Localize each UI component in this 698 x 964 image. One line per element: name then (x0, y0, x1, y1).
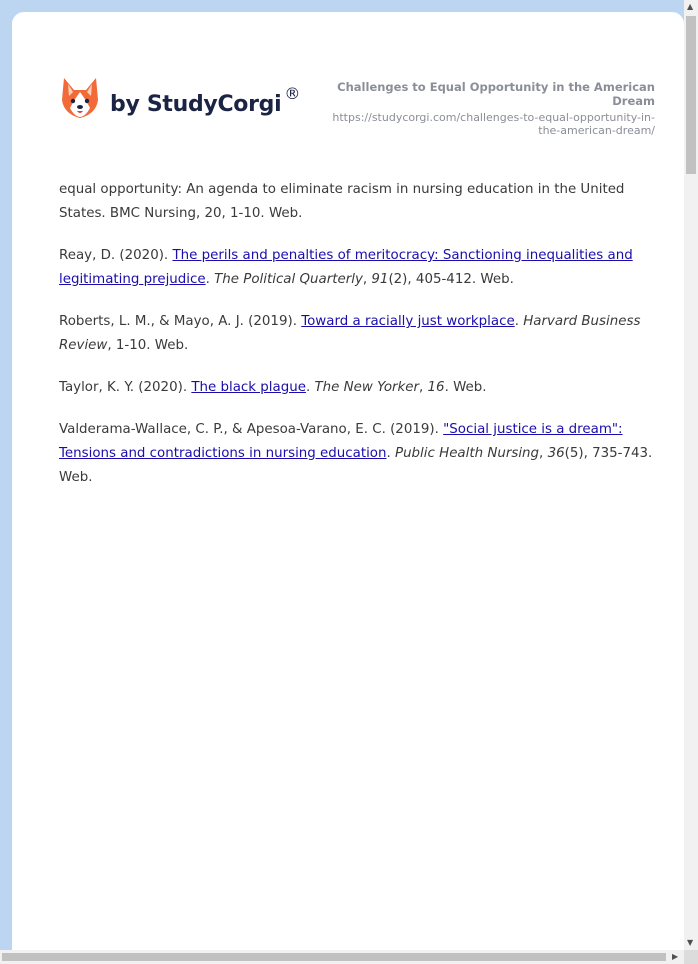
reference-link[interactable]: The black plague (191, 380, 306, 395)
document-title: Challenges to Equal Opportunity in the American Dream (337, 80, 655, 108)
reference-item: Taylor, K. Y. (2020). The black plague. The New Yorker, 16. Web. (59, 380, 487, 395)
reference-link[interactable]: Toward a racially just workplace (301, 314, 515, 329)
document-page (12, 12, 684, 952)
document-url: https://studycorgi.com/challenges-to-equal-opportunity-in-the-american-dream/ (332, 111, 655, 137)
document-meta (315, 80, 655, 137)
horizontal-scroll-thumb[interactable] (2, 953, 666, 961)
vertical-scrollbar[interactable] (684, 0, 698, 950)
reference-item: Reay, D. (2020). The perils and penalties of meritocracy: Sanctioning inequalities and legitimating prejudice. The Political Quarterly, 91(2), 405-412. Web. (59, 248, 633, 287)
horizontal-scrollbar[interactable] (0, 950, 684, 964)
volume-number: 91 (371, 272, 389, 287)
reference-item: Valderama-Wallace, C. P., & Apesoa-Varano, E. C. (2019). "Social justice is a dream": Tensions and contradictions in nursing education. Public Health Nursing, 36(5), 735-743. Web. (59, 422, 653, 485)
reference-list (59, 178, 655, 508)
volume-number: 36 (547, 446, 565, 461)
reference-item: equal opportunity: An agenda to eliminate racism in nursing education in the United States. BMC Nursing, 20, 1-10. Web. (59, 182, 625, 221)
corgi-logo-icon (60, 76, 100, 120)
journal-name: The New Yorker (314, 380, 420, 395)
journal-name: Public Health Nursing (395, 446, 540, 461)
volume-number: 16 (427, 380, 445, 395)
studycorgi-logo[interactable] (60, 76, 300, 120)
brand-name: by StudyCorgi ® (110, 83, 301, 117)
journal-name: Harvard Business Review (59, 314, 641, 353)
scroll-down-arrow-icon[interactable]: ▼ (687, 938, 694, 947)
scrollbar-corner (684, 950, 698, 964)
journal-name: The Political Quarterly (214, 272, 363, 287)
reference-link[interactable]: The perils and penalties of meritocracy: Sanctioning inequalities and legitimating prejudice (59, 248, 633, 287)
scroll-up-arrow-icon[interactable]: ▲ (687, 2, 694, 11)
reference-item: Roberts, L. M., & Mayo, A. J. (2019). Toward a racially just workplace. Harvard Business Review, 1-10. Web. (59, 314, 641, 353)
reference-link[interactable]: "Social justice is a dream": Tensions and contradictions in nursing education (59, 422, 623, 461)
scroll-right-arrow-icon[interactable]: ▶ (672, 952, 679, 961)
vertical-scroll-thumb[interactable] (686, 16, 696, 174)
registered-mark: ® (284, 83, 301, 103)
